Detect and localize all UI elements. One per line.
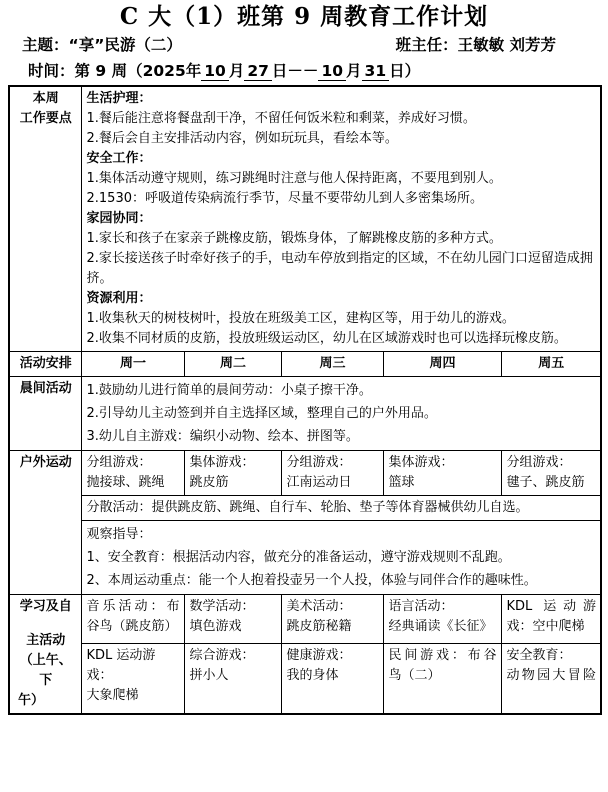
theme-value: “享”民游（二） xyxy=(68,36,182,54)
learning-afternoon-tuesday-type: 综合游戏： xyxy=(189,647,255,663)
teacher-group xyxy=(396,32,608,58)
safety-item-2: 2.1530：呼吸道传染病流行季节，尽量不要带幼儿到人多密集场所。 xyxy=(86,191,483,206)
day-header-monday: 周一 xyxy=(81,352,184,377)
outdoor-game-wednesday-type: 分组游戏： xyxy=(286,455,352,470)
learning-afternoon-thursday-content: 鸟（二） xyxy=(388,667,441,683)
section-heading-home-school: 家园协同： xyxy=(86,211,152,226)
learning-label-line2: 主活动 xyxy=(26,633,66,648)
outdoor-game-thursday-content: 篮球 xyxy=(388,475,415,490)
learning-afternoon-wednesday-type: 健康游戏： xyxy=(286,647,352,663)
section-heading-resources: 资源利用： xyxy=(86,291,152,306)
learning-afternoon-friday-type: 安全教育： xyxy=(506,647,572,663)
table-row-day-headers xyxy=(9,352,601,377)
end-month-unit: 月 xyxy=(346,62,362,80)
learning-afternoon-tuesday xyxy=(184,643,281,714)
morning-item-2: 2.引导幼儿主动签到并自主选择区域，整理自己的户外用品。 xyxy=(86,406,437,421)
learning-morning-wednesday-content: 跳皮筋秘籍 xyxy=(286,619,352,634)
outdoor-game-tuesday-content: 跳皮筋 xyxy=(189,475,229,490)
learning-morning-monday-content: 谷鸟（跳皮筋） xyxy=(86,619,178,634)
learning-morning-monday-type: 音乐活动：布 xyxy=(86,599,180,614)
morning-item-1: 1.鼓励幼儿进行简单的晨间劳动：小桌子擦干净。 xyxy=(86,383,372,398)
time-prefix: 第 9 周（2025年 xyxy=(74,62,202,80)
time-label: 时间： xyxy=(28,62,75,80)
start-month-field: 10 xyxy=(201,62,229,81)
outdoor-game-tuesday xyxy=(184,451,281,496)
life-care-item-2: 2.餐后会自主安排活动内容，例如玩玩具，看绘本等。 xyxy=(86,131,398,146)
table-row-learning-morning xyxy=(9,595,601,644)
learning-morning-tuesday xyxy=(184,595,281,644)
outdoor-game-thursday-type: 集体游戏： xyxy=(388,455,454,470)
time-row xyxy=(0,58,608,85)
outdoor-game-friday-type: 分组游戏： xyxy=(506,455,572,470)
schedule-corner-label: 活动安排 xyxy=(9,352,81,377)
day-header-tuesday: 周二 xyxy=(184,352,281,377)
teacher-value: 王敏敏 刘芳芳 xyxy=(457,36,556,54)
learning-afternoon-friday xyxy=(501,643,601,714)
start-day-unit: 日 xyxy=(271,62,288,80)
table-row-morning-activities xyxy=(9,377,601,451)
home-school-item-2: 2.家长接送孩子时牵好孩子的手，电动车停放到指定的区域，不在幼儿园门口逗留造成拥挤。 xyxy=(86,251,593,286)
outdoor-game-thursday xyxy=(383,451,501,496)
date-range-dash: －－ xyxy=(287,62,319,80)
observation-heading: 观察指导： xyxy=(86,527,152,542)
theme-and-teacher-row xyxy=(0,32,608,58)
home-school-item-1: 1.家长和孩子在家亲子跳橡皮筋，锻炼身体，了解跳橡皮筋的多种方式。 xyxy=(86,231,502,246)
table-row-outdoor-dispersed xyxy=(9,496,601,521)
learning-afternoon-friday-content: 动物园大冒险 xyxy=(506,667,597,683)
outdoor-game-monday-content: 抛接球、跳绳 xyxy=(86,475,165,490)
outdoor-game-friday-content: 毽子、跳皮筋 xyxy=(506,475,585,490)
start-day-field: 27 xyxy=(244,62,272,81)
row-label-morning-activities: 晨间活动 xyxy=(9,377,81,451)
learning-morning-wednesday-type: 美术活动： xyxy=(286,599,352,614)
learning-label-line1: 学习及自 xyxy=(19,599,72,614)
key-points-label-line1: 本周 xyxy=(32,91,59,106)
learning-afternoon-monday xyxy=(81,643,184,714)
day-header-friday: 周五 xyxy=(501,352,601,377)
table-row-learning-afternoon xyxy=(9,643,601,714)
outdoor-dispersed-activity: 分散活动：提供跳皮筋、跳绳、自行车、轮胎、垫子等体育器械供幼儿自选。 xyxy=(81,496,601,521)
resources-item-1: 1.收集秋天的树枝树叶，投放在班级美工区，建构区等，用于幼儿的游戏。 xyxy=(86,311,515,326)
learning-afternoon-monday-content: 大象爬梯 xyxy=(86,687,139,703)
section-heading-safety: 安全工作： xyxy=(86,151,152,166)
learning-afternoon-wednesday-content: 我的身体 xyxy=(286,667,339,683)
table-row-outdoor-games xyxy=(9,451,601,496)
outdoor-game-monday xyxy=(81,451,184,496)
outdoor-game-friday xyxy=(501,451,601,496)
page-title: C 大（1）班第 9 周教育工作计划 xyxy=(119,3,489,30)
key-points-content xyxy=(81,86,601,352)
observation-item-1: 1、安全教育：根据活动内容，做充分的准备运动，遵守游戏规则不乱跑。 xyxy=(86,550,511,565)
outdoor-game-monday-type: 分组游戏： xyxy=(86,455,152,470)
learning-morning-thursday-type: 语言活动： xyxy=(388,599,454,614)
learning-morning-monday xyxy=(81,595,184,644)
learning-label-line4: 午） xyxy=(18,693,45,708)
learning-label-gap xyxy=(15,617,77,631)
outdoor-game-wednesday xyxy=(281,451,383,496)
table-row-outdoor-observation xyxy=(9,521,601,595)
safety-item-1: 1.集体活动遵守规则，练习跳绳时注意与他人保持距离，不要甩到别人。 xyxy=(86,171,502,186)
life-care-item-1: 1.餐后能注意将餐盘刮干净，不留任何饭米粒和剩菜，养成好习惯。 xyxy=(86,111,476,126)
learning-afternoon-tuesday-content: 拼小人 xyxy=(189,667,229,683)
theme-label: 主题： xyxy=(22,36,69,54)
learning-morning-tuesday-type: 数学活动： xyxy=(189,599,255,614)
row-label-learning-activities xyxy=(9,595,81,715)
end-day-unit: 日） xyxy=(389,62,421,80)
plan-table xyxy=(8,85,602,715)
outdoor-observation-content xyxy=(81,521,601,595)
end-month-field: 10 xyxy=(318,62,346,81)
key-points-label-line2: 工作要点 xyxy=(19,111,72,126)
section-heading-life-care: 生活护理： xyxy=(86,91,152,106)
morning-activities-content xyxy=(81,377,601,451)
morning-item-3: 3.幼儿自主游戏：编织小动物、绘本、拼图等。 xyxy=(86,429,359,444)
learning-morning-friday-type: KDL 运动游 xyxy=(506,599,597,614)
day-header-thursday: 周四 xyxy=(383,352,501,377)
learning-morning-friday-content: 戏：空中爬梯 xyxy=(506,619,585,634)
end-day-field: 31 xyxy=(362,62,390,81)
learning-morning-tuesday-content: 填色游戏 xyxy=(189,619,242,634)
learning-morning-wednesday xyxy=(281,595,383,644)
learning-morning-thursday xyxy=(383,595,501,644)
observation-item-2: 2、本周运动重点：能一个人抱着投壶另一个人投，体验与同伴合作的趣味性。 xyxy=(86,573,537,588)
outdoor-game-tuesday-type: 集体游戏： xyxy=(189,455,255,470)
teacher-label: 班主任： xyxy=(395,36,458,54)
day-header-wednesday: 周三 xyxy=(281,352,383,377)
resources-item-2: 2.收集不同材质的皮筋，投放班级运动区，幼儿在区域游戏时也可以选择玩橡皮筋。 xyxy=(86,331,567,346)
row-label-key-points xyxy=(9,86,81,352)
learning-afternoon-monday-type: KDL 运动游戏： xyxy=(86,647,156,683)
learning-morning-friday xyxy=(501,595,601,644)
learning-label-line3: （上午、下 xyxy=(19,653,72,688)
learning-morning-thursday-content: 经典诵读《长征》 xyxy=(388,619,493,634)
table-row-key-points xyxy=(9,86,601,352)
outdoor-game-wednesday-content: 江南运动日 xyxy=(286,475,352,490)
learning-afternoon-thursday xyxy=(383,643,501,714)
learning-afternoon-wednesday xyxy=(281,643,383,714)
start-month-unit: 月 xyxy=(228,62,245,80)
learning-afternoon-thursday-type: 民间游戏：布谷 xyxy=(388,647,497,663)
row-label-outdoor-sports: 户外运动 xyxy=(9,451,81,595)
